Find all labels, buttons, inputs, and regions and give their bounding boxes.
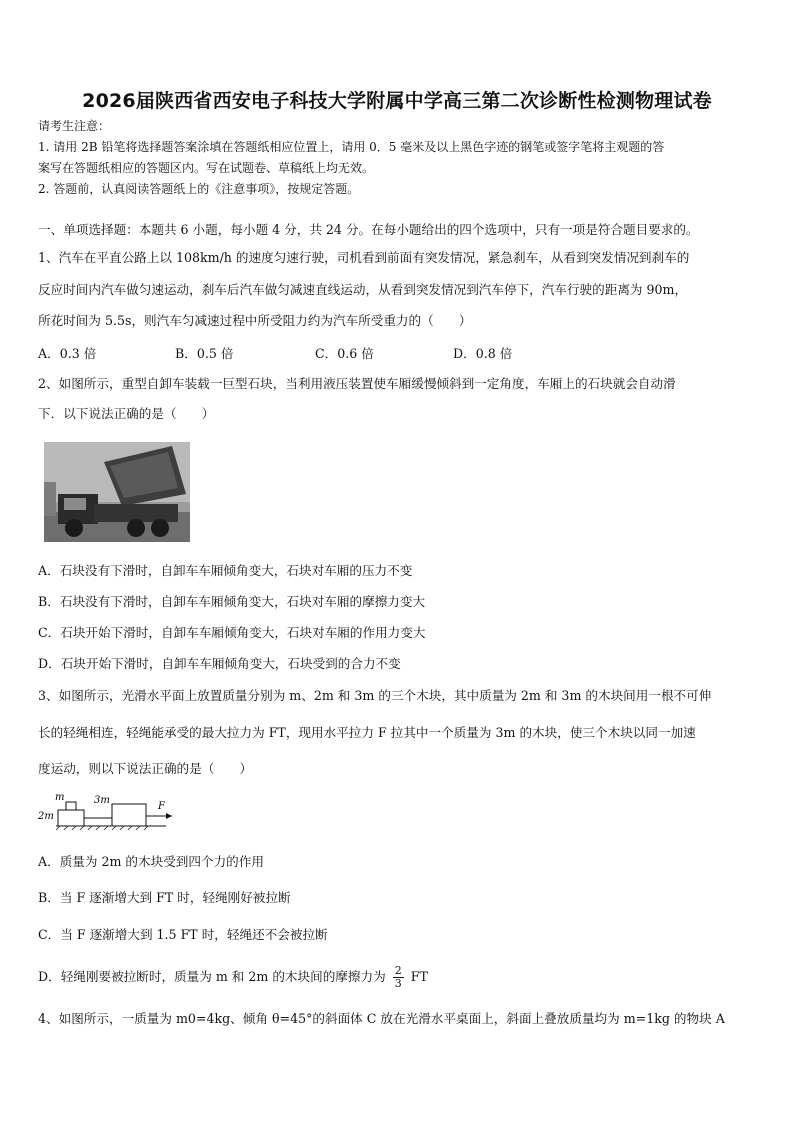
q2-option-c: C．石块开始下滑时，自卸车车厢倾角变大，石块对车厢的作用力变大 <box>38 625 426 640</box>
q1-line-1: 1、汽车在平直公路上以 108km/h 的速度匀速行驶，司机看到前面有突发情况，紧急刹车，从看到突发情况到刹车的 <box>38 250 690 265</box>
q3-line-2: 长的轻绳相连，轻绳能承受的最大拉力为 FT，现用水平拉力 F 拉其中一个质量为 3m 的木块，使三个木块以同一加速 <box>38 725 696 740</box>
q3-option-d-text: D．轻绳刚要被拉断时，质量为 m 和 2m 的木块间的摩擦力为 <box>38 969 386 984</box>
fraction-denominator: 3 <box>394 977 402 990</box>
q2-option-b: B．石块没有下滑时，自卸车车厢倾角变大，石块对车厢的摩擦力变大 <box>38 594 426 609</box>
page-title: 2026届陕西省西安电子科技大学附属中学高三第二次诊断性检测物理试卷 <box>82 90 712 112</box>
block-2m <box>58 810 84 826</box>
blocks-diagram <box>38 792 178 832</box>
label-2m: 2m <box>38 811 54 822</box>
fraction <box>393 965 404 990</box>
q3-option-b: B．当 F 逐渐增大到 FT 时，轻绳刚好被拉断 <box>38 890 291 905</box>
q1-option-d: D．0.8 倍 <box>453 346 513 361</box>
label-m: m <box>55 792 65 803</box>
q1-option-c: C．0.6 倍 <box>315 346 374 361</box>
label-3m: 3m <box>94 795 110 806</box>
q4-line-1: 4、如图所示，一质量为 m0=4kg、倾角 θ=45°的斜面体 C 放在光滑水平桌面上，斜面上叠放质量均为 m=1kg 的物块 A <box>38 1011 725 1026</box>
label-f: F <box>158 801 165 812</box>
notice-heading: 请考生注意： <box>38 119 111 133</box>
q3-line-1: 3、如图所示，光滑水平面上放置质量分别为 m、2m 和 3m 的三个木块，其中质量为 2m 和 3m 的木块间用一根不可伸 <box>38 688 712 703</box>
dump-truck-photo <box>44 442 190 542</box>
block-m <box>66 802 76 810</box>
q2-line-2: 下．以下说法正确的是（ ） <box>38 406 215 421</box>
q2-option-d: D．石块开始下滑时，自卸车车厢倾角变大，石块受到的合力不变 <box>38 656 401 671</box>
q2-option-a: A．石块没有下滑时，自卸车车厢倾角变大，石块对车厢的压力不变 <box>38 563 413 578</box>
section-heading: 一、单项选择题：本题共 6 小题，每小题 4 分，共 24 分。在每小题给出的四个选项中，只有一项是符合题目要求的。 <box>38 222 699 237</box>
q2-line-1: 2、如图所示，重型自卸车装载一巨型石块，当利用液压装置使车厢缓慢倾斜到一定角度，车厢上的石块就会自动滑 <box>38 376 676 391</box>
q3-line-3: 度运动，则以下说法正确的是（ ） <box>38 761 253 776</box>
q1-option-b: B．0.5 倍 <box>175 346 234 361</box>
notice-item-2: 2. 答题前，认真阅读答题纸上的《注意事项》，按规定答题。 <box>38 182 360 196</box>
q3-option-d <box>38 965 760 990</box>
notice-item-1-line-1: 1. 请用 2B 铅笔将选择题答案涂填在答题纸相应位置上，请用 0．5 毫米及以上黑色字迹的钢笔或签字笔将主观题的答 <box>38 140 665 154</box>
block-3m <box>112 804 146 826</box>
q3-option-d-tail: FT <box>410 969 428 984</box>
notice-item-1-line-2: 案写在答题纸相应的答题区内。写在试题卷、草稿纸上均无效。 <box>38 161 375 175</box>
fraction-numerator: 2 <box>394 964 402 977</box>
q3-option-c: C．当 F 逐渐增大到 1.5 FT 时，轻绳还不会被拉断 <box>38 927 328 942</box>
q3-option-a: A．质量为 2m 的木块受到四个力的作用 <box>38 854 264 869</box>
q1-option-a: A．0.3 倍 <box>38 346 97 361</box>
q1-line-2: 反应时间内汽车做匀速运动，刹车后汽车做匀减速直线运动，从看到突发情况到汽车停下，汽车行驶的距离为 90m， <box>38 282 688 297</box>
q1-line-3: 所花时间为 5.5s，则汽车匀减速过程中所受阻力约为汽车所受重力的（ ） <box>38 313 472 328</box>
